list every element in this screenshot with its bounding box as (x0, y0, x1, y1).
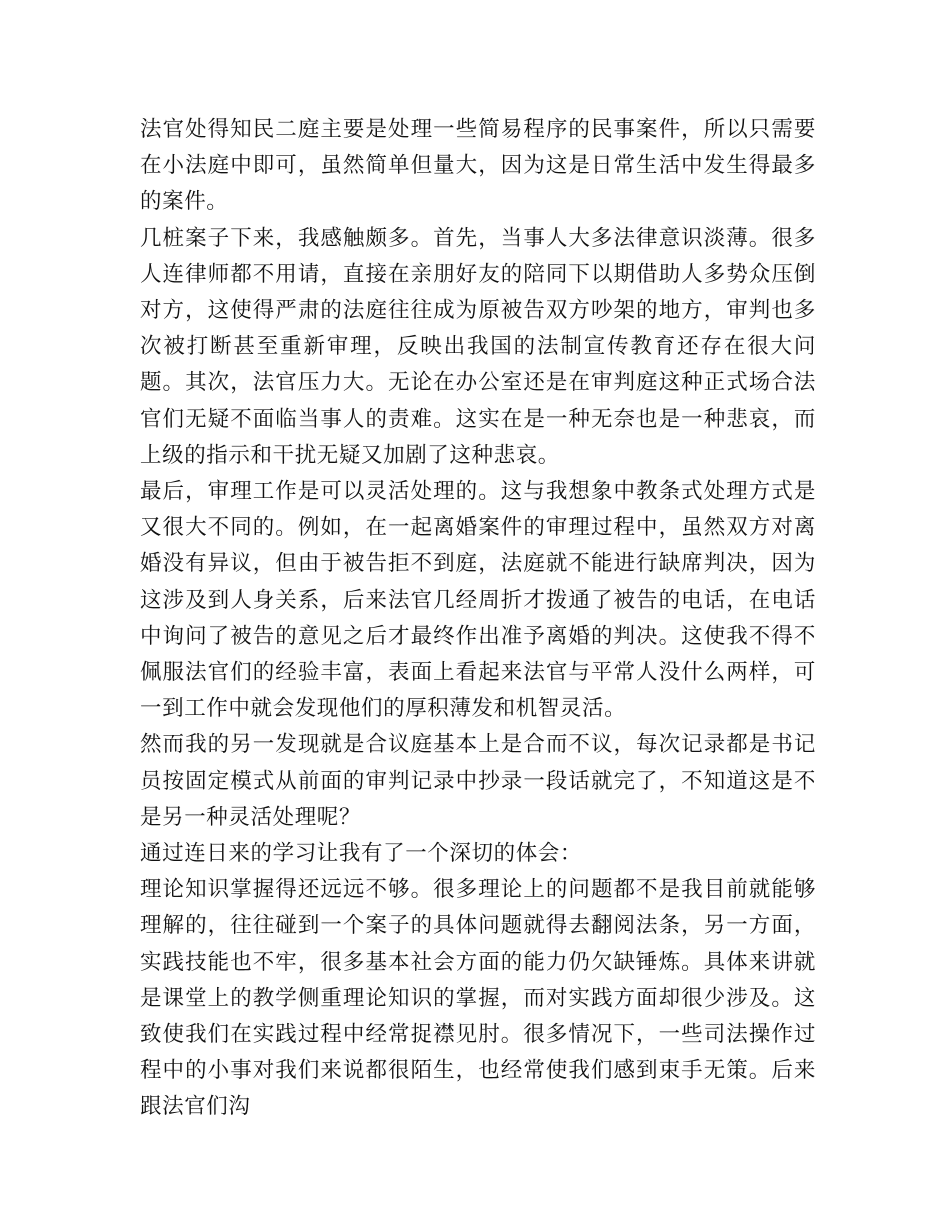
paragraph-2: 几桩案子下来，我感触颇多。首先，当事人大多法律意识淡薄。很多人连律师都不用请，直接在亲朋好友的陪同下以期借助人多势众压倒对方，这使得严肃的法庭往往成为原被告双方吵架的地方，审判也多次被打断甚至重新审理，反映出我国的法制宣传教育还存在很大问题。其次，法官压力大。无论在办公室还是在审判庭这种正式场合法官们无疑不面临当事人的责难。这实在是一种无奈也是一种悲哀，而上级的指示和干扰无疑又加剧了这种悲哀。 (140, 225, 816, 468)
document-body (140, 112, 816, 1126)
paragraph-4: 然而我的另一发现就是合议庭基本上是合而不议，每次记录都是书记员按固定模式从前面的审判记录中抄录一段话就完了，不知道这是不是另一种灵活处理呢？ (140, 732, 816, 830)
paragraph-1: 法官处得知民二庭主要是处理一些简易程序的民事案件，所以只需要在小法庭中即可，虽然简单但量大，因为这是日常生活中发生得最多的案件。 (140, 117, 816, 215)
paragraph-3: 最后，审理工作是可以灵活处理的。这与我想象中教条式处理方式是又很大不同的。例如，在一起离婚案件的审理过程中，虽然双方对离婚没有异议，但由于被告拒不到庭，法庭就不能进行缺席判决，因为这涉及到人身关系，后来法官几经周折才拨通了被告的电话，在电话中询问了被告的意见之后才最终作出准予离婚的判决。这使我不得不佩服法官们的经验丰富，表面上看起来法官与平常人没什么两样，可一到工作中就会发现他们的厚积薄发和机智灵活。 (140, 479, 816, 722)
paragraph-6: 理论知识掌握得还远远不够。很多理论上的问题都不是我目前就能够理解的，往往碰到一个案子的具体问题就得去翻阅法条，另一方面，实践技能也不牢，很多基本社会方面的能力仍欠缺锤炼。具体来讲就是课堂上的教学侧重理论知识的掌握，而对实践方面却很少涉及。这致使我们在实践过程中经常捉襟见肘。很多情况下，一些司法操作过程中的小事对我们来说都很陌生，也经常使我们感到束手无策。后来跟法官们沟 (140, 877, 816, 1120)
paragraph-5: 通过连日来的学习让我有了一个深切的体会： (140, 841, 583, 867)
